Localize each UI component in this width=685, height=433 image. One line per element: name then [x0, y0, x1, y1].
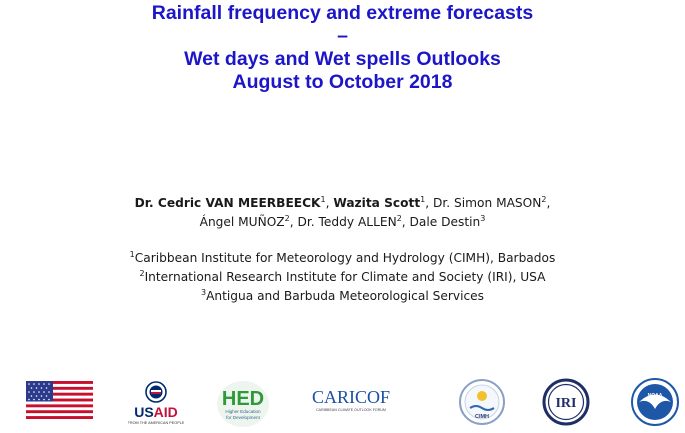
- iri-logo: [542, 378, 590, 426]
- cimh-wordmark: CIMH: [474, 414, 490, 420]
- affiliation-item: $^3$Antigua and Barbuda Meteorological Services: [200, 288, 485, 303]
- caricof-logo: [311, 384, 391, 414]
- author-line-1: Dr. Cedric VAN MEERBEECK$^1$, Wazita Scott$^1$, Dr. Simon MASON$^2$,: [134, 195, 551, 210]
- author-name: Wazita Scott: [333, 196, 421, 210]
- author-name: Dr. Cedric VAN MEERBEECK: [134, 196, 321, 210]
- author-list: [0, 194, 685, 232]
- author-name: Dr. Simon MASON: [433, 196, 542, 210]
- caricof-wordmark: CARICOF: [311, 387, 391, 407]
- author-line-2: Ángel MUÑOZ$^2$, Dr. Teddy ALLEN$^2$, Dale Destin$^3$: [199, 214, 486, 229]
- affiliation-item: $^2$International Research Institute for Climate and Society (IRI), USA: [139, 269, 546, 284]
- author-name: Dr. Teddy ALLEN: [297, 215, 397, 229]
- hed-tagline-2: for Development: [226, 415, 260, 420]
- author-affiliation-mark: 1: [420, 195, 426, 204]
- noaa-logo: [630, 377, 680, 427]
- usaid-logo: [128, 380, 184, 426]
- title-line-3: Wet days and Wet spells Outlooks: [184, 48, 501, 70]
- author-affiliation-mark: 2: [541, 195, 547, 204]
- title-line-4: August to October 2018: [232, 71, 453, 93]
- hed-tagline-1: Higher Education: [225, 409, 261, 414]
- author-name: Dale Destin: [409, 215, 481, 229]
- iri-wordmark: IRI: [555, 396, 577, 411]
- hed-logo: [215, 380, 271, 428]
- cimh-logo: [458, 378, 506, 426]
- title-line-1: Rainfall frequency and extreme forecasts: [151, 2, 534, 24]
- author-affiliation-mark: 2: [396, 214, 402, 223]
- affiliation-list: [0, 249, 685, 306]
- caricof-tagline: CARIBBEAN CLIMATE OUTLOOK FORUM: [316, 408, 386, 412]
- svg-text:USAID: USAID: [134, 404, 178, 420]
- hed-wordmark: HED: [221, 388, 265, 410]
- author-affiliation-mark: 2: [284, 214, 290, 223]
- slide-title: [0, 2, 685, 94]
- author-affiliation-mark: 1: [320, 195, 326, 204]
- usaid-tagline: FROM THE AMERICAN PEOPLE: [128, 421, 184, 425]
- affiliation-item: $^1$Caribbean Institute for Meteorology and Hydrology (CIMH), Barbados: [129, 250, 556, 265]
- author-affiliation-mark: 3: [480, 214, 486, 223]
- title-line-2: –: [337, 25, 348, 47]
- noaa-wordmark: NOAA: [647, 393, 663, 399]
- us-flag-logo: [26, 381, 93, 419]
- author-name: Ángel MUÑOZ: [199, 215, 285, 229]
